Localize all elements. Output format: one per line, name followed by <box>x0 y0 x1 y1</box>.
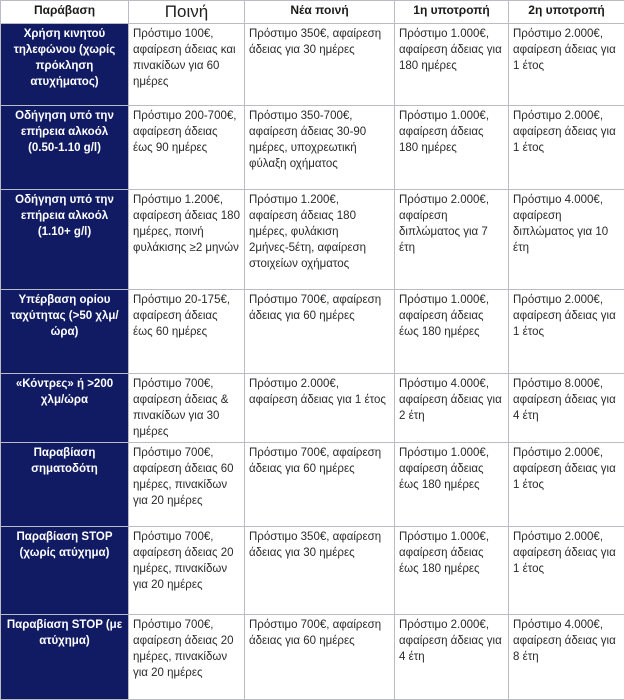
second-repeat-cell: Πρόστιμο 4.000€, αφαίρεση διπλώματος για 10 έτη <box>509 190 624 290</box>
table-row <box>1 443 624 527</box>
second-repeat-cell: Πρόστιμο 2.000€, αφαίρεση άδειας για 1 έτος <box>509 106 624 190</box>
first-repeat-cell: Πρόστιμο 1.000€, αφαίρεση άδειας έως 180 ημέρες <box>395 290 509 374</box>
header-second-repeat: 2η υποτροπή <box>509 1 624 24</box>
header-old-penalty: Ποινή <box>129 1 245 24</box>
second-repeat-cell: Πρόστιμο 2.000€, αφαίρεση άδειας για 1 έτος <box>509 527 624 615</box>
violation-cell: Οδήγηση υπό την επήρεια αλκοόλ (1.10+ g/l) <box>1 190 129 290</box>
table-row <box>1 615 624 700</box>
new-penalty-cell: Πρόστιμο 1.200€, αφαίρεση άδειας 180 ημέρες, φυλάκιση 2μήνες-5έτη, αφαίρεση στοιχείων οχήματος <box>245 190 395 290</box>
violation-cell: Οδήγηση υπό την επήρεια αλκοόλ (0.50-1.10 g/l) <box>1 106 129 190</box>
table-row <box>1 106 624 190</box>
table-row <box>1 527 624 615</box>
old-penalty-cell: Πρόστιμο 100€, αφαίρεση άδειας και πινακίδων για 60 ημέρες <box>129 24 245 106</box>
table-row <box>1 290 624 374</box>
old-penalty-cell: Πρόστιμο 700€, αφαίρεση άδειας 20 ημέρες, πινακίδων για 20 ημέρες <box>129 615 245 700</box>
violation-cell: Παραβίαση STOP (με ατύχημα) <box>1 615 129 700</box>
first-repeat-cell: Πρόστιμο 1.000€, αφαίρεση άδειας έως 180 ημέρες <box>395 443 509 527</box>
violation-cell: Υπέρβαση ορίου ταχύτητας (>50 χλμ/ώρα) <box>1 290 129 374</box>
first-repeat-cell: Πρόστιμο 1.000€, αφαίρεση άδειας έως 180 ημέρες <box>395 527 509 615</box>
first-repeat-cell: Πρόστιμο 2.000€, αφαίρεση διπλώματος για 7 έτη <box>395 190 509 290</box>
first-repeat-cell: Πρόστιμο 2.000€, αφαίρεση άδειας για 4 έτη <box>395 615 509 700</box>
second-repeat-cell: Πρόστιμο 8.000€, αφαίρεση άδειας για 4 έτη <box>509 374 624 443</box>
second-repeat-cell: Πρόστιμο 4.000€, αφαίρεση άδειας για 8 έτη <box>509 615 624 700</box>
new-penalty-cell: Πρόστιμο 700€, αφαίρεση άδειας για 60 ημέρες <box>245 443 395 527</box>
table-row <box>1 24 624 106</box>
old-penalty-cell: Πρόστιμο 700€, αφαίρεση άδειας & πινακίδων για 30 ημέρες <box>129 374 245 443</box>
first-repeat-cell: Πρόστιμο 1.000€, αφαίρεση άδειας για 180 ημέρες <box>395 24 509 106</box>
violation-cell: Παραβίαση STOP (χωρίς ατύχημα) <box>1 527 129 615</box>
header-row <box>1 1 624 24</box>
header-first-repeat: 1η υποτροπή <box>395 1 509 24</box>
new-penalty-cell: Πρόστιμο 700€, αφαίρεση άδειας για 60 ημέρες <box>245 290 395 374</box>
old-penalty-cell: Πρόστιμο 20-175€, αφαίρεση άδειας έως 60 ημέρες <box>129 290 245 374</box>
new-penalty-cell: Πρόστιμο 700€, αφαίρεση άδειας για 60 ημέρες <box>245 615 395 700</box>
violation-cell: Χρήση κινητού τηλεφώνου (χωρίς πρόκληση ατυχήματος) <box>1 24 129 106</box>
table-row <box>1 374 624 443</box>
first-repeat-cell: Πρόστιμο 1.000€, αφαίρεση άδειας 180 ημέρες <box>395 106 509 190</box>
new-penalty-cell: Πρόστιμο 350€, αφαίρεση άδειας για 30 ημέρες <box>245 24 395 106</box>
old-penalty-cell: Πρόστιμο 1.200€, αφαίρεση άδειας 180 ημέρες, ποινή φυλάκισης ≥2 μηνών <box>129 190 245 290</box>
old-penalty-cell: Πρόστιμο 200-700€, αφαίρεση άδειας έως 90 ημέρες <box>129 106 245 190</box>
violation-cell: Παραβίαση σηματοδότη <box>1 443 129 527</box>
header-new-penalty: Νέα ποινή <box>245 1 395 24</box>
old-penalty-cell: Πρόστιμο 700€, αφαίρεση άδειας 20 ημέρες, πινακίδων για 20 ημέρες <box>129 527 245 615</box>
second-repeat-cell: Πρόστιμο 2.000€, αφαίρεση άδειας για 1 έτος <box>509 443 624 527</box>
new-penalty-cell: Πρόστιμο 350-700€, αφαίρεση άδειας 30-90 ημέρες, υποχρεωτική φύλαξη οχήματος <box>245 106 395 190</box>
old-penalty-cell: Πρόστιμο 700€, αφαίρεση άδειας 60 ημέρες, πινακίδων για 20 ημέρες <box>129 443 245 527</box>
violation-cell: «Κόντρες» ή >200 χλμ/ώρα <box>1 374 129 443</box>
header-violation: Παράβαση <box>1 1 129 24</box>
new-penalty-cell: Πρόστιμο 350€, αφαίρεση άδειας για 30 ημέρες <box>245 527 395 615</box>
second-repeat-cell: Πρόστιμο 2.000€, αφαίρεση άδειας για 1 έτος <box>509 24 624 106</box>
new-penalty-cell: Πρόστιμο 2.000€, αφαίρεση άδειας για 1 έτος <box>245 374 395 443</box>
first-repeat-cell: Πρόστιμο 4.000€, αφαίρεση άδειας για 2 έτη <box>395 374 509 443</box>
table-row <box>1 190 624 290</box>
second-repeat-cell: Πρόστιμο 2.000€, αφαίρεση άδειας για 1 έτος <box>509 290 624 374</box>
